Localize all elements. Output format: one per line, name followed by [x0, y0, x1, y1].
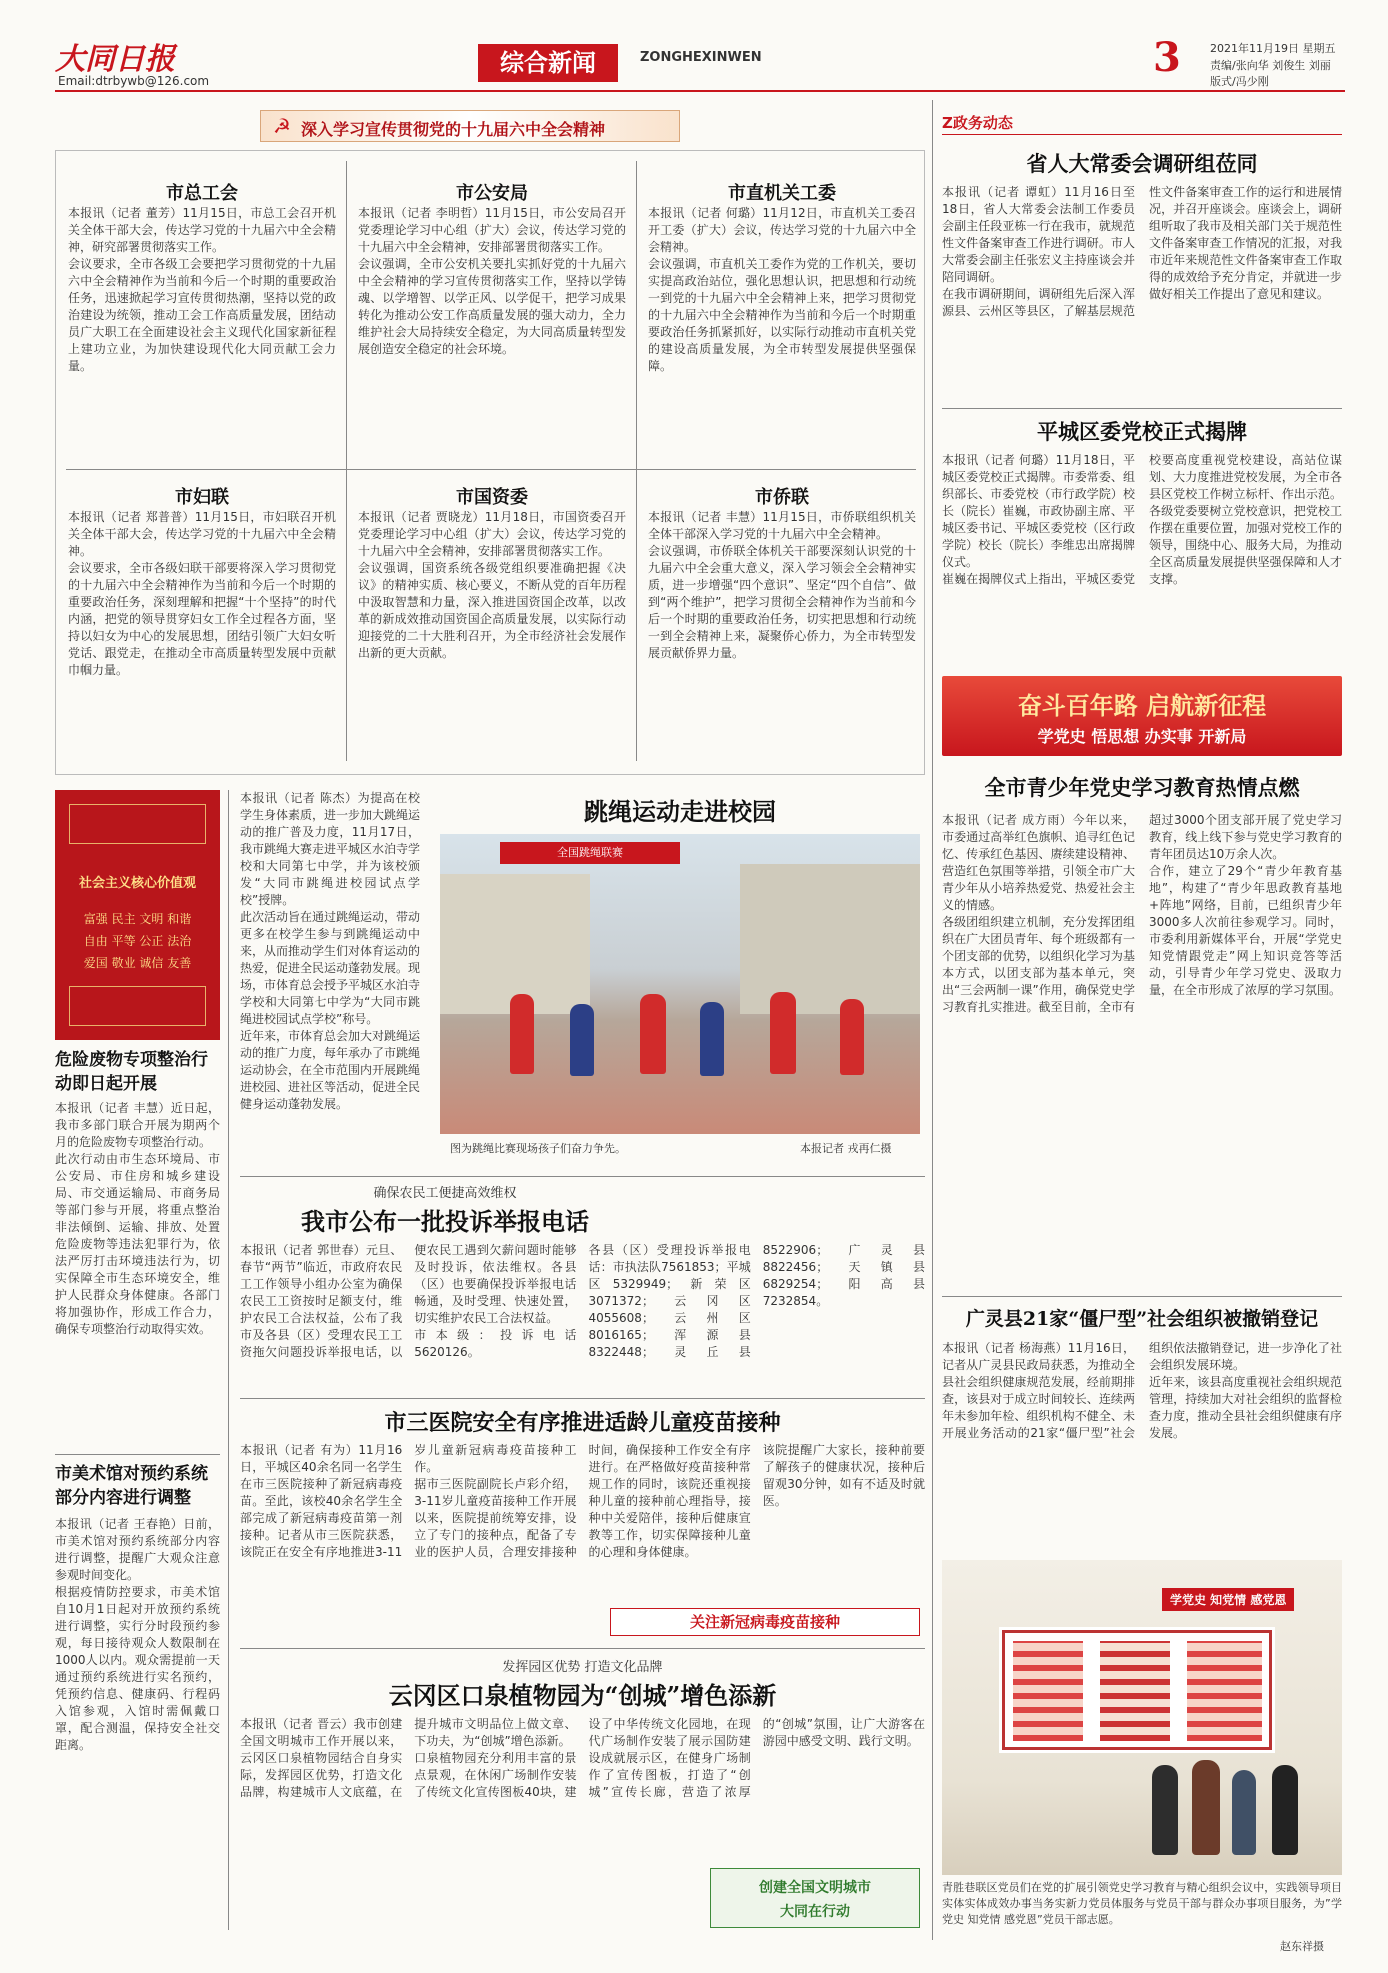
badge-line-2: 大同在行动: [780, 1904, 850, 1920]
photo-credit: 本报记者 戎再仁摄: [800, 1142, 892, 1155]
article-body: 本报讯（记者 郭世春）元旦、春节“两节”临近，市政府农民工工作领导小组办公室为确保农民工工资按时足额支付，维护农民工合法权益，公布了我市及各县（区）受理农民工工资拖欠问题投诉举报电话，以便农民工遇到欠薪问题时能够及时投诉，依法维权。各县（区）也要确保投诉举报电话畅通，及时受理、快速处置，切实维护农民工合法权益。 市本级：投诉电话 5620126。 各县（区）受理投诉举报电话：市执法队7561853；平城区5329949；新荣区3071372；云冈区4055608；云州区8016165；浑源县8322448；灵丘县8522906；广灵县8822456；天镇县6829254；阳高县7232854。: [240, 1243, 925, 1359]
event-banner: 全国跳绳联赛: [500, 842, 680, 864]
badge-line-1: 创建全国文明城市: [759, 1880, 871, 1896]
visitor-figure: [1272, 1765, 1298, 1855]
vaccine-article: [240, 1406, 925, 1641]
vaccine-tag-text: 关注新冠病毒疫苗接种: [689, 1613, 840, 1631]
visitor-figure: [1192, 1760, 1220, 1855]
article-kicker: 发挥园区优势 打造文化品牌: [502, 1660, 663, 1675]
news-item: [358, 179, 626, 459]
banner-title: 深入学习宣传贯彻党的十九届六中全会精神: [301, 120, 606, 139]
news-body: 本报讯（记者 何璐）11月12日，市直机关工委召开工委（扩大）会议，传达学习党的十九届六中全会精神。 会议强调，市直机关工委作为党的工作机关，要切实提高政治站位，强化思想认识，把思想和行动统一到党的十九届六中全会精神上来，把学习贯彻党的十九届六中全会精神作为当前和今后一个时期重要政治任务抓紧抓好，以实际行动推动市直机关党的建设高质量发展，为全市转型发展提供坚强保障。: [648, 206, 916, 373]
article-title: 全市青少年党史学习教育热情点燃: [984, 775, 1300, 800]
values-line: 富强 民主 文明 和谐: [83, 912, 192, 926]
news-item: [68, 483, 336, 768]
child-figure: [840, 999, 864, 1075]
child-figure: [510, 994, 534, 1074]
exhibit-board: [1002, 1630, 1272, 1750]
promo-line-1: 奋斗百年路 启航新征程: [1017, 691, 1267, 720]
values-line: 自由 平等 公正 法治: [83, 934, 192, 948]
news-heading: 市侨联: [755, 487, 809, 508]
article-body: 本报讯（记者 晋云）我市创建全国文明城市工作开展以来，云冈区口泉植物园结合自身实际，发挥园区优势，打造文化品牌，构建城市人文底蕴，在提升城市文明品位上做文章、下功夫，为“创城”增色添新。 口泉植物园充分利用丰富的景点景观，在休闲广场制作安装了传统文化宣传图板40块，建设了中华传统文化园地，在现代广场制作安装了展示国防建设成就展示区，在健身广场制作了宣传图板，打造了“创城”宣传长廊，营造了浓厚的“创城”氛围，让广大游客在游园中感受文明、践行文明。: [240, 1717, 925, 1799]
article-body: 本报讯（记者 陈杰）为提高在校学生身体素质，进一步加大跳绳运动的推广普及力度，11月17日，我市跳绳大赛走进平城区水泊寺学校和大同第七中学，并为该校颁发“大同市跳绳进校园试点学校”授牌。 此次活动旨在通过跳绳运动，带动更多在校学生参与到跳绳运动中来，从而推动学生们对体育运动的热爱，促进全民运动蓬勃发展。现场，市体育总会授予平城区水泊寺学校和大同第七中学为“大同市跳绳进校园试点学校”称号。 近年来，市体育总会加大对跳绳运动的推广力度，每年承办了市跳绳运动协会，在全市范围内开展跳绳进校园、进社区等活动，促进全民健身运动蓬勃发展。: [240, 791, 420, 1111]
party-emblem-icon: ☭: [273, 114, 291, 138]
paper-logo: 大同日报: [55, 42, 175, 77]
mummy-org-article: [942, 1304, 1342, 1554]
article-title: 市美术馆对预约系统部分内容进行调整: [55, 1464, 208, 1508]
photo-caption: 图为跳绳比赛现场孩子们奋力争先。: [450, 1142, 626, 1155]
article-title: 跳绳运动走进校园: [584, 797, 776, 826]
article-title: 广灵县21家“僵尸型”社会组织被撤销登记: [965, 1308, 1319, 1330]
values-line: 爱国 敬业 诚信 友善: [83, 956, 192, 970]
promo-banner: [942, 676, 1342, 756]
article-body: 本报讯（记者 王春艳）日前，市美术馆对预约系统部分内容进行调整，提醒广大观众注意参观时间变化。 根据疫情防控要求，市美术馆自10月1日起对开放预约系统进行调整，实行分时段预约参观，每日接待观众人数限制在1000人以内。观众需提前一天通过预约系统进行实名预约，凭预约信息、健康码、行程码入馆参观，入馆时需佩戴口罩，配合测温，保持安全社交距离。: [55, 1517, 220, 1752]
article-title: 市三医院安全有序推进适龄儿童疫苗接种: [384, 1410, 781, 1436]
page-number: 3: [1153, 34, 1181, 81]
jumprope-photo: [440, 834, 920, 1134]
news-item: [648, 179, 916, 459]
editors: 责编/张向华 刘俊生 刘丽: [1210, 59, 1331, 72]
civilization-badge: [710, 1868, 920, 1928]
news-body: 本报讯（记者 李明哲）11月15日，市公安局召开党委理论学习中心组（扩大）会议，传达学习党的十九届六中全会精神，安排部署贯彻落实工作。 会议强调，全市公安机关要扎实抓好党的十九届六中全会精神的学习宣传贯彻落实工作，坚持以学铸魂、以学增智、以学正风、以学促干，把学习成果转化为推动公安工作高质量发展的强大动力，全力维护社会大局持续安全稳定，为大同高质量转型发展创造安全稳定的社会环境。: [358, 206, 626, 356]
child-figure: [700, 1002, 724, 1076]
values-title: 社会主义核心价值观: [78, 876, 196, 891]
section-title: 综合新闻: [478, 44, 618, 82]
complaint-article: [240, 1182, 925, 1392]
news-heading: 市总工会: [166, 183, 238, 204]
news-body: 本报讯（记者 郑普普）11月15日，市妇联召开机关全体干部大会，传达学习党的十九届六中全会精神。 会议要求，全市各级妇联干部要将深入学习贯彻党的十九届六中全会精神作为当前和今后一个时期的重要政治任务，深刻理解和把握“十个坚持”的时代内涵，把党的领导贯穿妇女工作全过程各方面，坚持以妇女为中心的发展思想，团结引领广大妇女听党话、跟党走，在推动全市高质量转型发展中贡献巾帼力量。: [68, 510, 336, 677]
layout-editor: 版式/冯少刚: [1210, 75, 1269, 88]
article-body: 本报讯（记者 何璐）11月18日，平城区委党校正式揭牌。市委常委、组织部长、市委党校（市行政学院）校长（院长）崔巍，市政协副主席、平城区委书记、平城区委党校（区行政学院）校长（院长）李维忠出席揭牌仪式。 崔巍在揭牌仪式上指出，平城区委党校要高度重视党校建设，高站位谋划、大力度推进党校发展，为全市各县区党校工作树立标杆、作出示范。各级党委要树立党校意识，把党校工作摆在重要位置，加强对党校工作的领导，围绕中心、服务大局，为推动全区高质量发展提供坚强保障和人才支撑。: [942, 453, 1342, 586]
article-title: 危险废物专项整治行动即日起开展: [55, 1050, 208, 1094]
section-pinyin: ZONGHEXINWEN: [640, 50, 762, 65]
news-body: 本报讯（记者 董芳）11月15日，市总工会召开机关全体干部大会，传达学习党的十九届六中全会精神，研究部署贯彻落实工作。 会议要求，全市各级工会要把学习贯彻党的十九届六中全会精神作为当前和今后一个时期的重要政治任务，迅速掀起学习宣传贯彻热潮，坚持以党的政治建设为统领，推动工会工作高质量发展，团结动员广大职工在全面建设社会主义现代化国家新征程上建功立业，为加快建设现代化大同贡献工会力量。: [68, 206, 336, 373]
museum-article: [55, 1462, 220, 1922]
news-item: [68, 179, 336, 459]
visitor-figure: [1232, 1770, 1256, 1855]
article-body: 本报讯（记者 有为）11月16日，平城区40余名同一名学生在市三医院接种了新冠病毒疫苗。至此，该校40余名学生全部完成了新冠病毒疫苗第一剂接种。记者从市三医院获悉，该院正在安全有序地推进3-11岁儿童新冠病毒疫苗接种工作。 据市三医院副院长卢彩介绍，3-11岁儿童疫苗接种工作开展以来，医院提前统筹安排，设立了专门的接种点，配备了专业的医护人员，合理安排接种时间，确保接种工作安全有序进行。在严格做好疫苗接种常规工作的同时，该院还重视接种儿童的接种前心理指导，接种中关爱陪伴，接种后健康宣教等工作，切实保障接种儿童的心理和身体健康。 该院提醒广大家长，接种前要了解孩子的健康状况，接种后留观30分钟，如有不适及时就医。: [240, 1443, 925, 1559]
masthead: [0, 0, 1388, 95]
news-heading: 市直机关工委: [728, 183, 836, 204]
news-heading: 市妇联: [175, 487, 229, 508]
news-heading: 市公安局: [456, 183, 528, 204]
hazard-article: [55, 1048, 220, 1448]
news-item: [358, 483, 626, 768]
news-heading: 市国资委: [456, 487, 528, 508]
column-kicker: Z政务动态: [942, 114, 1013, 132]
exhibit-credit: 赵东祥摄: [1280, 1940, 1324, 1953]
issue-date: 2021年11月19日 星期五: [1210, 42, 1336, 55]
article-body: 本报讯（记者 丰慧）近日起，我市多部门联合开展为期两个月的危险废物专项整治行动。 此次行动由市生态环境局、市公安局、市住房和城乡建设局、市交通运输局、市商务局等部门参与开展，将重点整治非法倾倒、运输、排放、处置危险废物等违法犯罪行为，依法严厉打击环境违法行为，切实保障全市生态环境安全，维护人民群众身体健康。各部门将加强协作，形成工作合力，确保专项整治行动取得实效。: [55, 1101, 220, 1336]
child-figure: [770, 992, 796, 1074]
masthead-rule: [55, 90, 1345, 92]
email-text: Email:dtrbywb@126.com: [58, 74, 210, 88]
topic-banner: [260, 110, 680, 142]
exhibit-caption: 青胜巷联区党员们在党的扩展引领党史学习教育与精心组织会议中，实践领导项目实体实体成效办事当务实新力党员体服务与党员干部与群众办事项目服务，为”学党史 知党情 感党恩”党员干部志愿。: [942, 1881, 1342, 1926]
npc-article: [942, 112, 1342, 402]
article-title: 省人大常委会调研组莅同: [1026, 151, 1258, 176]
news-item: [648, 483, 916, 768]
news-body: 本报讯（记者 贾晓龙）11月18日，市国资委召开党委理论学习中心组（扩大）会议，传达学习党的十九届六中全会精神，安排部署贯彻落实工作。 会议强调，国资系统各级党组织要准确把握《决议》的精神实质、核心要义，不断从党的百年历程中汲取智慧和力量，深入推进国资国企改革，以改革的新成效推动国资国企高质量发展，以实际行动迎接党的二十大胜利召开，为全市经济社会发展作出新的更大贡献。: [358, 510, 626, 660]
article-title: 平城区委党校正式揭牌: [1037, 419, 1247, 444]
vaccine-tag: [610, 1608, 920, 1636]
article-kicker: 确保农民工便捷高效维权: [373, 1186, 517, 1201]
article-body: 本报讯（记者 成方雨）今年以来，市委通过高举红色旗帜、追寻红色记忆、传承红色基因、赓续建设精神、营造红色氛围等举措，引领全市广大青少年从小培养热爱党、热爱社会主义的情感。 各级团组织建立机制，充分发挥团组织在广大团员青年、每个班级都有一个团支部的优势，以组织化学习为基本方式，以团支部为基本单元，突出“三会两制一课”作用，确保党史学习教育扎实推进。截至目前，全市有超过3000个团支部开展了党史学习教育，线上线下参与党史学习教育的青年团员达10万余人次。 合作，建立了29个“青少年教育基地”，构建了“青少年思政教育基地+阵地”网络，目前，已组织青少年3000多人次前往参观学习。同时，市委利用新媒体平台，开展“学党史知党情跟党走”网上知识竞答等活动，引导青少年学习党史、汲取力量，在全市形成了浓厚的学习氛围。: [942, 813, 1342, 1014]
party-school-article: [942, 416, 1342, 666]
child-figure: [640, 994, 666, 1074]
promo-line-2: 学党史 悟思想 办实事 开新局: [1037, 727, 1247, 746]
values-poster: [55, 790, 220, 1040]
exhibit-photo: [942, 1560, 1342, 1875]
child-figure: [570, 1004, 594, 1076]
article-body: 本报讯（记者 谭虹）11月16日至18日，省人大常委会法制工作委员会副主任段亚栋一行在我市，就规范性文件备案审查工作进行调研。市人大常委会副主任张宏义主持座谈会并陪同调研。 在我市调研期间，调研组先后深入浑源县、云州区等县区，了解基层规范性文件备案审查工作的运行和进展情况，并召开座谈会。座谈会上，调研组听取了我市及相关部门关于规范性文件备案审查工作情况的汇报，对我市近年来规范性文件备案审查工作取得的成效给予充分肯定，并就进一步做好相关工作提出了意见和建议。: [942, 185, 1342, 318]
article-title: 我市公布一批投诉举报电话: [301, 1207, 589, 1236]
garden-article: [240, 1656, 925, 1936]
news-box-grid: [55, 150, 925, 775]
article-body: 本报讯（记者 杨海燕）11月16日，记者从广灵县民政局获悉，为推动全县社会组织健康规范发展，经前期排查，该县对于成立时间较长、连续两年未参加年检、组织机构不健全、未开展业务活动的21家“僵尸型”社会组织依法撤销登记，进一步净化了社会组织发展环境。 近年来，该县高度重视社会组织规范管理，持续加大对社会组织的监督检查力度，推动全县社会组织健康有序发展。: [942, 1341, 1342, 1440]
article-title: 云冈区口泉植物园为“创城”增色添新: [388, 1681, 777, 1710]
youth-article: [942, 772, 1342, 1292]
news-body: 本报讯（记者 丰慧）11月15日，市侨联组织机关全体干部深入学习党的十九届六中全会精神。 会议强调，市侨联全体机关干部要深刻认识党的十九届六中全会重大意义，深入学习领会全会精神实质，进一步增强“四个意识”、坚定“四个自信”、做到“两个维护”，把学习贯彻全会精神作为当前和今后一个时期的重要政治任务，切实把思想和行动统一到全会精神上来，凝聚侨心侨力，为全市转型发展贡献侨界力量。: [648, 510, 916, 660]
exhibit-sign: 学党史 知党情 感党恩: [1162, 1588, 1294, 1611]
visitor-figure: [1152, 1765, 1178, 1855]
jumprope-article: [240, 790, 925, 1170]
